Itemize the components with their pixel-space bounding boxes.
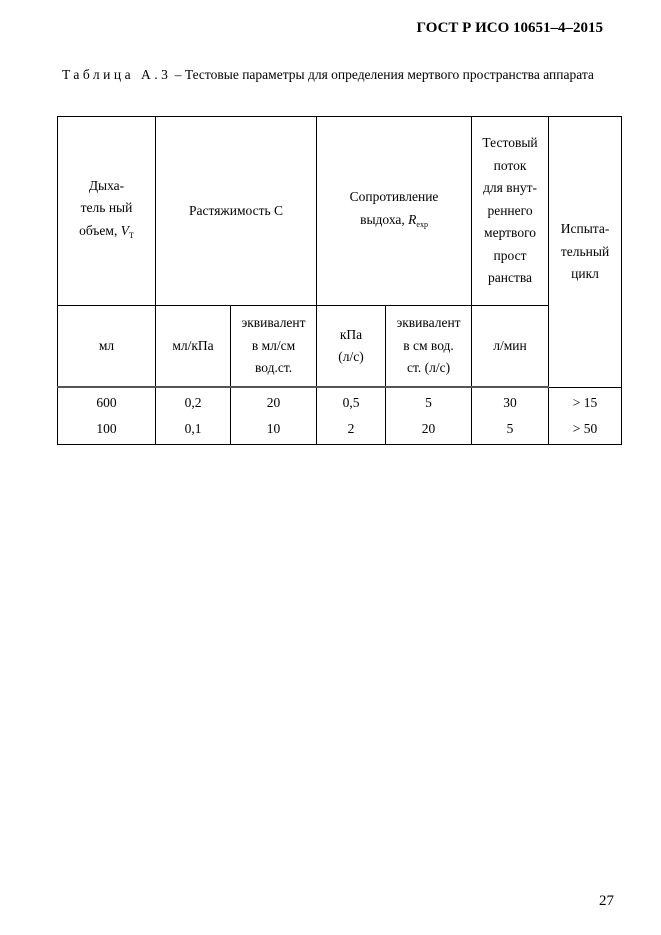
table-caption-text: – Тестовые параметры для определения мертвого пространства аппарата	[171, 67, 594, 82]
unit-test-flow: л/мин	[472, 306, 549, 388]
table-cell: > 50	[549, 416, 622, 445]
table-header-row	[58, 117, 622, 306]
table-row	[58, 387, 622, 416]
header-test-flow: Тестовый поток для внут- реннего мертвого прост ранства	[472, 117, 549, 306]
unit-resistance-si: кПа (л/с)	[317, 306, 386, 388]
unit-tidal-volume: мл	[58, 306, 156, 388]
table-cell: 2	[317, 416, 386, 445]
header-tidal-volume: Дыха- тель ный объем, $V_T$	[58, 117, 156, 306]
table-cell: 5	[386, 387, 472, 416]
unit-compliance-equiv: эквивалент в мл/см вод.ст.	[231, 306, 317, 388]
header-test-cycle: Испыта- тельный цикл	[549, 117, 622, 388]
table-cell: 20	[386, 416, 472, 445]
table-units-row	[58, 306, 622, 388]
table-cell: 30	[472, 387, 549, 416]
table-cell: 0,5	[317, 387, 386, 416]
test-parameters-table	[57, 116, 622, 445]
table-cell: 0,2	[156, 387, 231, 416]
unit-compliance-si: мл/кПа	[156, 306, 231, 388]
table-cell: 100	[58, 416, 156, 445]
table-cell: 600	[58, 387, 156, 416]
document-header: ГОСТ Р ИСО 10651–4–2015	[416, 20, 603, 36]
table-cell: 10	[231, 416, 317, 445]
header-expiratory-resistance: Сопротивление выдоха, $R_{exp}$	[317, 117, 472, 306]
table-cell: 0,1	[156, 416, 231, 445]
table-caption-prefix: Таблица А.3	[62, 67, 172, 82]
page-number: 27	[599, 893, 614, 909]
table-cell: 5	[472, 416, 549, 445]
unit-resistance-equiv: эквивалент в см вод. ст. (л/с)	[386, 306, 472, 388]
table-caption	[62, 62, 614, 87]
table-cell: 20	[231, 387, 317, 416]
table-cell: > 15	[549, 387, 622, 416]
table-row	[58, 416, 622, 445]
header-compliance: Растяжимость C	[156, 117, 317, 306]
